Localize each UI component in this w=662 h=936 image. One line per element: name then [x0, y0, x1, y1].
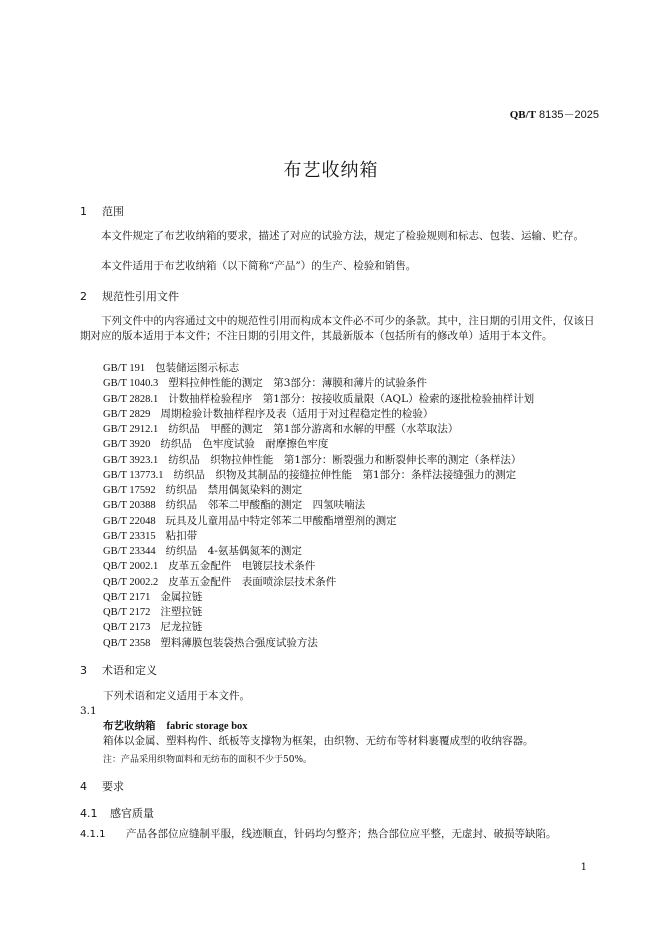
section-1-paragraph-2: 本文件适用于布艺收纳箱（以下简称“产品”）的生产、检验和销售。	[101, 260, 417, 272]
term-note: 注：产品采用织物面料和无纺布的面积不少于50%。	[103, 755, 313, 765]
section-1-paragraph-1: 本文件规定了布艺收纳箱的要求，描述了对应的试验方法，规定了检验规则和标志、包装、运输、贮存。	[101, 230, 584, 242]
reference-title: 纺织品 甲醛的测定 第1部分游离和水解的甲醛（水萃取法）	[168, 423, 459, 435]
reference-code: QB/T 2172	[103, 607, 151, 618]
section-2-heading: 2 规范性引用文件	[80, 290, 179, 303]
reference-title: 粘扣带	[165, 529, 198, 542]
term-name: 布艺收纳箱 fabric storage box	[103, 720, 248, 732]
reference-title: 纺织品 织物拉伸性能 第1部分：断裂强力和断裂伸长率的测定（条样法）	[168, 453, 522, 466]
reference-title: 注塑拉链	[160, 606, 203, 618]
document-title: 布艺收纳箱	[283, 160, 379, 181]
reference-title: 皮革五金配件 表面喷涂层技术条件	[168, 575, 337, 588]
reference-item	[103, 513, 397, 528]
clause-4-1-1: 4.1.1 产品各部位应缝制平服，线迹顺直，针码均匀整齐；热合部位应平整，无虚封、破损等缺陷。	[80, 828, 557, 840]
reference-code: GB/T 191	[103, 363, 146, 374]
reference-title: 尼龙拉链	[160, 621, 203, 634]
reference-item	[103, 467, 516, 482]
reference-item	[103, 375, 427, 390]
reference-item	[103, 619, 202, 634]
page-number: 1	[580, 862, 587, 873]
reference-item	[103, 589, 202, 604]
reference-code: QB/T 2358	[103, 637, 151, 649]
reference-item	[103, 421, 458, 436]
reference-code: GB/T 23315	[103, 530, 156, 542]
reference-title: 塑料薄膜包装袋热合强度试验方法	[160, 636, 318, 649]
reference-title: 包装储运图示标志	[155, 362, 240, 374]
reference-code: GB/T 2828.1	[103, 393, 159, 405]
reference-item	[103, 558, 315, 573]
reference-code: QB/T 2173	[103, 622, 151, 634]
reference-title: 计数抽样检验程序 第1部分：按接收质量限（AQL）检索的逐批检验抽样计划	[168, 392, 535, 405]
reference-item	[103, 543, 302, 558]
reference-code: GB/T 2829	[103, 408, 151, 420]
reference-title: 周期检验计数抽样程序及表（适用于对过程稳定性的检验）	[160, 407, 434, 420]
section-2-paragraph: 下列文件中的内容通过文中的规范性引用而构成本文件必不可少的条款。其中，注日期的引用文件，仅该日期对应的版本适用于本文件；不注日期的引用文件，其最新版本（包括所有的修改单）适用于本文件。	[80, 315, 595, 342]
reference-item	[103, 604, 202, 619]
reference-code: GB/T 23344	[103, 546, 156, 557]
reference-code: GB/T 22048	[103, 515, 156, 527]
reference-item	[103, 391, 534, 406]
subsection-4-1-heading: 4.1 感官质量	[80, 807, 154, 820]
reference-item	[103, 574, 336, 589]
reference-code: GB/T 3920	[103, 439, 151, 451]
reference-title: 纺织品 邻苯二甲酸酯的测定 四氢呋喃法	[165, 499, 366, 512]
reference-code: GB/T 17592	[103, 485, 156, 496]
term-definition: 箱体以金属、塑料构件、纸板等支撑物为框架，由织物、无纺布等材料裹覆成型的收纳容器。	[103, 735, 534, 747]
reference-code: QB/T 2002.1	[103, 561, 159, 573]
standard-number-header: QB/T 8135－2025	[509, 109, 599, 121]
reference-title: 玩具及儿童用品中特定邻苯二甲酸酯增塑剂的测定	[165, 514, 397, 527]
term-number: 3.1	[80, 705, 97, 717]
reference-item	[103, 406, 433, 421]
reference-code: GB/T 13773.1	[103, 469, 164, 481]
reference-title: 纺织品 4-氨基偶氮苯的测定	[165, 545, 302, 557]
section-4-heading: 4 要求	[80, 780, 124, 793]
reference-code: GB/T 2912.1	[103, 424, 159, 435]
reference-title: 皮革五金配件 电镀层技术条件	[168, 560, 316, 573]
reference-code: GB/T 1040.3	[103, 378, 159, 390]
reference-title: 纺织品 禁用偶氮染料的测定	[165, 484, 303, 496]
reference-item	[103, 497, 365, 512]
reference-title: 塑料拉伸性能的测定 第3部分：薄膜和薄片的试验条件	[168, 377, 427, 390]
reference-item	[103, 452, 521, 467]
reference-code: QB/T 2171	[103, 591, 151, 603]
reference-item	[103, 360, 239, 375]
section-1-heading: 1 范围	[80, 205, 124, 218]
reference-item	[103, 482, 302, 497]
reference-title: 纺织品 织物及其制品的接缝拉伸性能 第1部分：条样法接缝强力的测定	[173, 468, 517, 481]
reference-code: QB/T 2002.2	[103, 576, 159, 588]
reference-code: GB/T 20388	[103, 500, 156, 512]
reference-title: 纺织品 色牢度试验 耐摩擦色牢度	[160, 438, 329, 451]
reference-item	[103, 436, 328, 451]
section-3-heading: 3 术语和定义	[80, 664, 157, 677]
section-3-paragraph: 下列术语和定义适用于本文件。	[103, 690, 250, 702]
reference-item	[103, 528, 197, 543]
reference-item	[103, 635, 318, 650]
reference-code: GB/T 3923.1	[103, 454, 159, 466]
reference-title: 金属拉链	[160, 590, 203, 603]
